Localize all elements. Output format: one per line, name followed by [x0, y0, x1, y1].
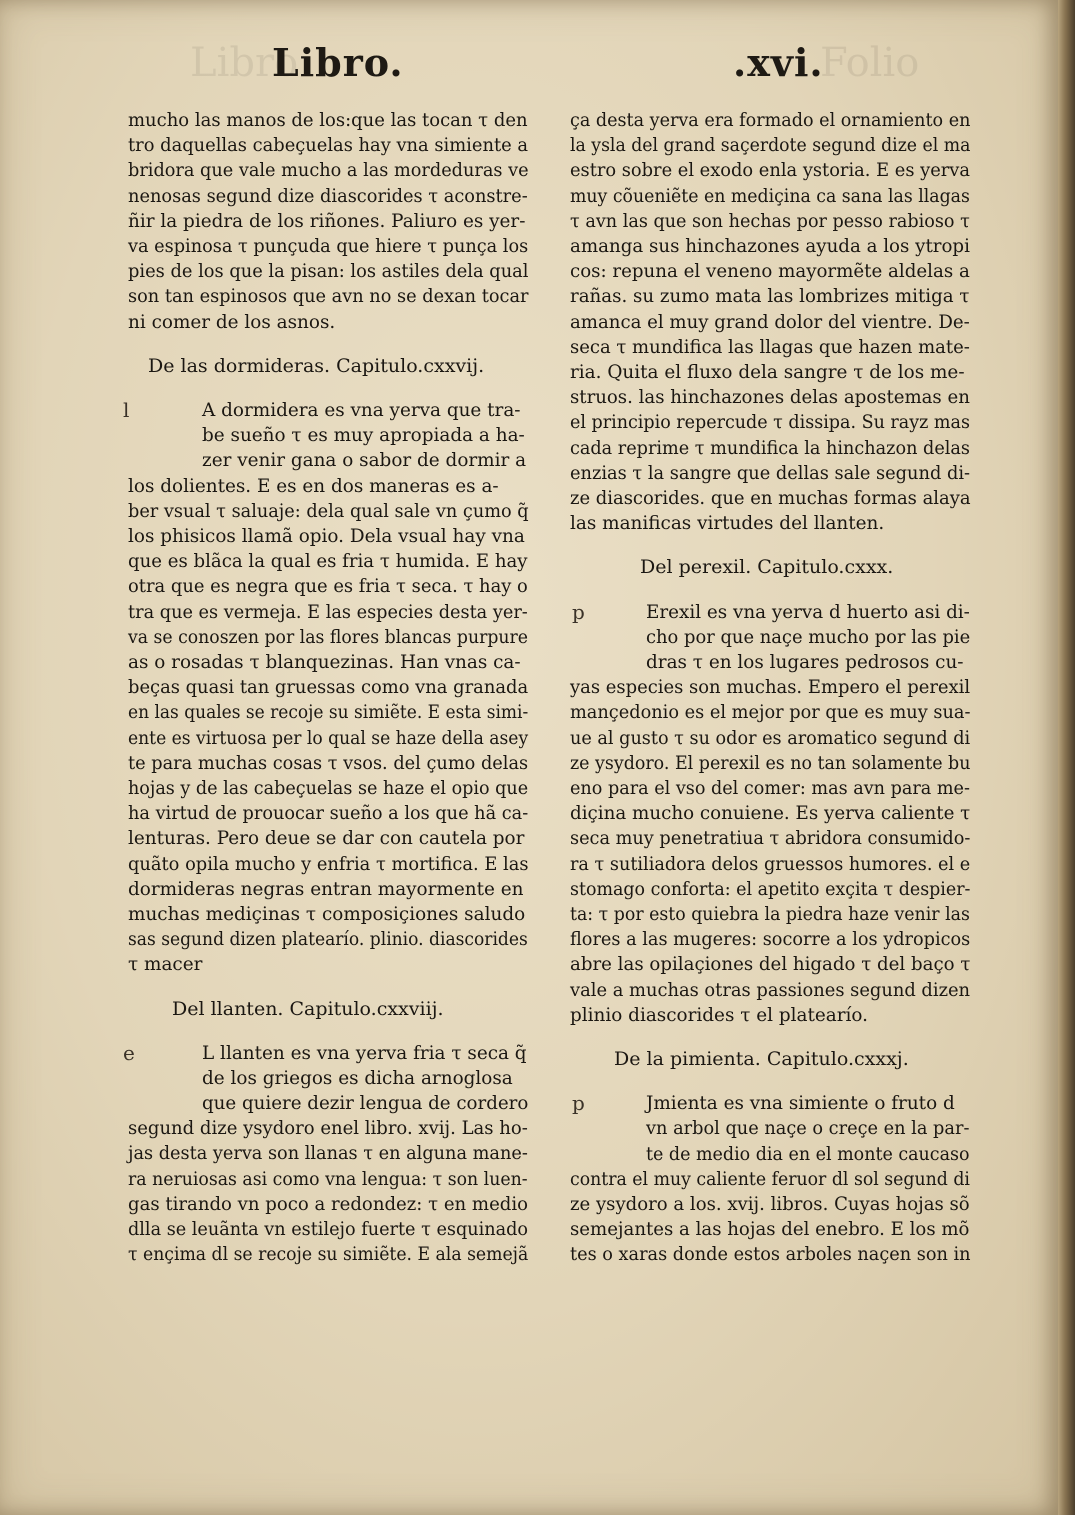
text-line: va espinosa τ punçuda que hiere τ punça los	[128, 236, 529, 257]
show-through-text: Folio	[820, 40, 920, 86]
initial-row	[128, 1091, 528, 1116]
text-line: que es blãca la qual es fria τ humida. E hay	[128, 551, 528, 573]
text-line: gas tirando vn poco a redondez: τ en medio	[128, 1193, 529, 1215]
text-line: el principio repercude τ dissipa. Su rayz mas	[570, 412, 970, 434]
text-line: ni comer de los asnos.	[128, 311, 336, 333]
guide-letter: p	[572, 1091, 585, 1116]
running-head-right: .xvi.	[733, 40, 824, 85]
text-line: τ macer	[128, 954, 203, 976]
text-line: stomago conforta: el apetito exçita τ despier-	[570, 878, 971, 900]
chapter-heading: Del perexil. Capitulo.cxxx.	[640, 556, 894, 579]
text-line: τ avn las que son hechas por pesso rabioso τ	[570, 210, 970, 232]
text-line: diçina mucho conuiene. Es yerva caliente τ	[570, 803, 971, 825]
text-line: cho por que naçe mucho por las pie	[646, 626, 971, 648]
text-line: ria. Quita el fluxo dela sangre τ de los me-	[570, 362, 965, 384]
text-line: enzias τ la sangre que dellas sale segund di-	[570, 462, 971, 484]
text-line: que quiere dezir lengua de cordero	[202, 1093, 529, 1115]
text-line: ue al gusto τ su odor es aromatico segund di	[570, 727, 971, 749]
initial-row	[570, 1116, 970, 1141]
text-line: pies de los que la pisan: los astiles dela qual	[128, 261, 529, 283]
text-line: be sueño τ es muy apropiada a ha-	[202, 425, 525, 447]
text-line: ha virtud de prouocar sueño a los que hã ca-	[128, 803, 529, 825]
text-line: tra que es vermeja. E las especies desta yer-	[128, 601, 528, 623]
text-line: hojas y de las cabeçuelas se haze el opio que	[128, 777, 529, 799]
text-line: en las quales se recoje su simiẽte. E esta simi-	[128, 702, 529, 724]
initial-row	[570, 1091, 970, 1116]
text-line: ze ysydoro. El perexil es no tan solamente bu	[570, 752, 971, 774]
initial-row	[570, 1142, 970, 1167]
text-line: ze diascorides. que en muchas formas alaya	[570, 488, 971, 510]
text-line: vale a muchas otras passiones segund dizen	[570, 979, 971, 1001]
text-line: ze ysydoro a los. xvij. libros. Cuyas hojas sõ	[570, 1193, 970, 1215]
text-line: dras τ en los lugares pedrosos cu-	[646, 651, 964, 673]
text-line: L llanten es vna yerva fria τ seca q̃	[202, 1042, 527, 1064]
text-line: zer venir gana o sabor de dormir a	[202, 450, 527, 472]
text-line: muchas mediçinas τ composiçiones saludo	[128, 903, 526, 925]
text-line: dormideras negras entran mayormente en	[128, 878, 524, 900]
text-line: te de medio dia en el monte caucaso	[646, 1143, 970, 1165]
page-edge	[1058, 0, 1075, 1515]
text-line: va se conoszen por las flores blancas purpure	[128, 626, 528, 648]
text-line: mançedonio es el mejor por que es muy sua-	[570, 702, 971, 724]
text-line: yas especies son muchas. Empero el perexil	[570, 677, 971, 699]
text-line: dlla se leuãnta vn estilejo fuerte τ esquinado	[128, 1219, 529, 1241]
text-line: sas segund dizen platearío. plinio. diascorides	[128, 929, 528, 951]
text-line: ra neruiosas asi como vna lengua: τ son luen-	[128, 1168, 528, 1190]
text-line: mucho las manos de los:que las tocan τ den	[128, 110, 528, 131]
text-line: contra el muy caliente feruor dl sol segund di	[570, 1168, 970, 1190]
text-line: amanga sus hinchazones ayuda a los ytropi	[570, 236, 970, 258]
text-line: jas desta yerva son llanas τ en alguna mane-	[128, 1143, 528, 1165]
text-line: vn arbol que naçe o creçe en la par-	[646, 1118, 970, 1140]
chapter-heading: Del llanten. Capitulo.cxxviij.	[172, 997, 444, 1020]
text-line: las manificas virtudes del llanten.	[570, 513, 885, 535]
text-line: A dormidera es vna yerva que tra-	[202, 399, 521, 421]
text-line: struos. las hinchazones delas apostemas en	[570, 387, 970, 409]
text-line: son tan espinosos que avn no se dexan tocar	[128, 286, 529, 308]
text-line: ça desta yerva era formado el ornamiento en	[570, 110, 971, 131]
initial-row	[570, 650, 970, 675]
text-line: nenosas segund dize diascorides τ aconstre-	[128, 185, 528, 207]
text-line: estro sobre el exodo enla ystoria. E es yerva	[570, 160, 970, 182]
text-line: semejantes a las hojas del enebro. E los mõ	[570, 1219, 970, 1241]
text-line: Jmienta es vna simiente o fruto d	[646, 1093, 955, 1115]
text-line: los dolientes. E es en dos maneras es a-	[128, 475, 499, 497]
text-line: quãto opila mucho y enfria τ mortifica. E las	[128, 853, 529, 875]
initial-row	[570, 600, 970, 625]
text-line: bridora que vale mucho a las mordeduras ve	[128, 160, 529, 182]
initial-row	[128, 1066, 528, 1091]
chapter-heading: De la pimienta. Capitulo.cxxxj.	[614, 1048, 909, 1070]
text-line: plinio diascorides τ el platearío.	[570, 1004, 868, 1026]
initial-row	[123, 397, 528, 423]
text-line: flores a las mugeres: socorre a los ydropicos	[570, 929, 971, 951]
show-through-text: Libro	[190, 40, 299, 86]
text-line: ber vsual τ saluaje: dela qual sale vn çumo q̃	[128, 500, 529, 522]
initial-row	[128, 448, 528, 473]
text-line: tes o xaras donde estos arboles naçen son in	[570, 1244, 971, 1266]
guide-letter: p	[572, 599, 585, 624]
text-line: segund dize ysydoro enel libro. xvij. Las ho-	[128, 1118, 528, 1140]
left-column	[123, 108, 529, 1267]
initial-row	[123, 1040, 528, 1066]
text-line: la ysla del grand saçerdote segund dize el ma	[570, 135, 971, 157]
initial-row	[570, 625, 970, 650]
guide-letter: l	[123, 397, 130, 422]
text-line: τ ençima dl se recoje su simiẽte. E ala semejã	[128, 1244, 529, 1266]
text-line: los phisicos llamã opio. Dela vsual hay vna	[128, 525, 525, 547]
text-line: beças quasi tan gruessas como vna granada	[128, 677, 529, 699]
text-line: ta: τ por esto quiebra la piedra haze venir las	[570, 904, 970, 925]
text-line: ra τ sutiliadora delos gruessos humores. el e	[570, 853, 971, 875]
text-line: muy cõueniẽte en mediçina ca sana las llagas	[570, 185, 970, 207]
text-line: cos: repuna el veneno mayormẽte aldelas a	[570, 261, 970, 283]
guide-letter: e	[123, 1040, 135, 1065]
text-line: lenturas. Pero deue se dar con cautela por	[128, 828, 525, 850]
text-line: Erexil es vna yerva d huerto asi di-	[646, 601, 970, 623]
text-line: tro daquellas cabeçuelas hay vna simiente a	[128, 135, 529, 157]
text-line: de los griegos es dicha arnoglosa	[202, 1067, 513, 1089]
text-line: seca muy penetratiua τ abridora consumido-	[570, 828, 971, 850]
text-line: seca τ mundifica las llagas que hazen mate-	[570, 336, 970, 358]
text-line: eno para el vso del comer: mas avn para me-	[570, 777, 970, 799]
running-head-left: Libro.	[272, 40, 404, 85]
text-line: amanca el muy grand dolor del vientre. De-	[570, 311, 970, 333]
chapter-heading: De las dormideras. Capitulo.cxxvij.	[148, 354, 485, 377]
text-line: abre las opilaçiones del higado τ del baço τ	[570, 954, 971, 976]
initial-row	[128, 423, 528, 448]
text-line: ñir la piedra de los riñones. Paliuro es yer-	[128, 210, 526, 232]
text-line: cada reprime τ mundifica la hinchazon delas	[570, 437, 970, 459]
text-line: otra que es negra que es fria τ seca. τ hay o	[128, 576, 528, 598]
text-line: rañas. su zumo mata las lombrizes mitiga τ	[570, 286, 970, 308]
right-column	[570, 108, 970, 1268]
text-line: as o rosadas τ blanquezinas. Han vnas ca-	[128, 651, 521, 673]
text-line: ente es virtuosa per lo qual se haze della asey	[128, 727, 529, 749]
text-line: te para muchas cosas τ vsos. del çumo delas	[128, 752, 529, 774]
